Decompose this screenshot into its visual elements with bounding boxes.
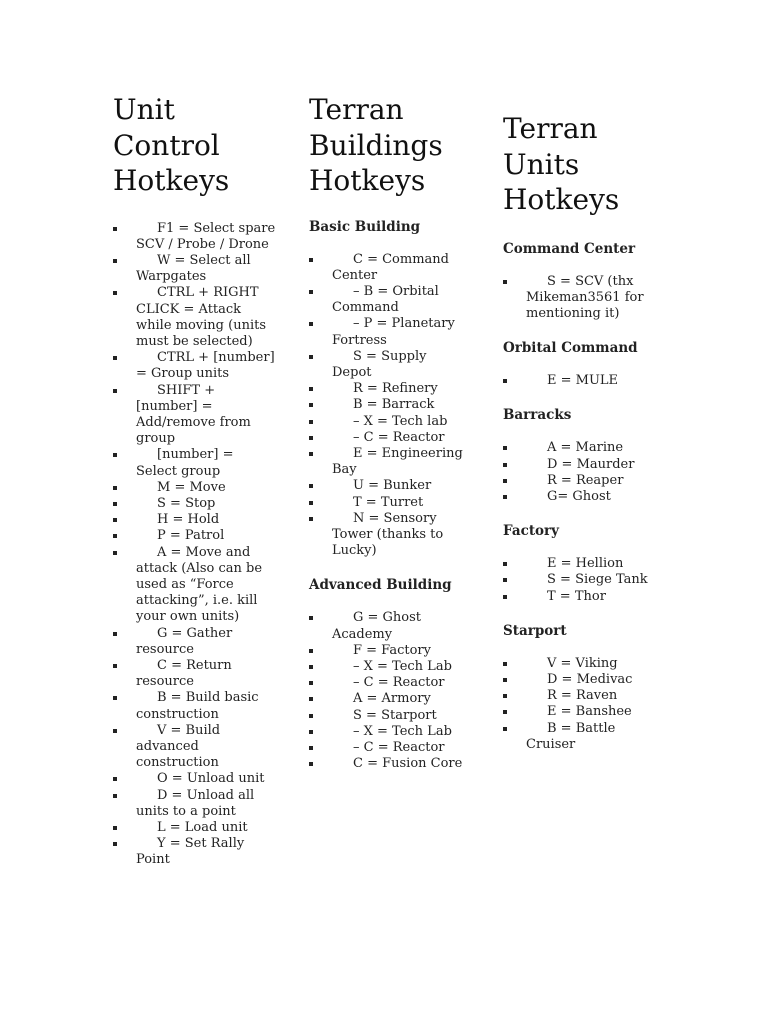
hotkey-text: B = Barrack (353, 397, 435, 413)
unit-control-title: Unit Control Hotkeys (113, 93, 230, 197)
hotkey-item (309, 691, 469, 707)
hotkey-item (113, 496, 278, 512)
hotkey-item (309, 478, 469, 494)
hotkey-text: A = Marine (547, 440, 624, 456)
bullet-icon (309, 501, 313, 505)
hotkey-text: CTRL + RIGHT CLICK = Attack while moving (units must be selected) (136, 285, 266, 349)
hotkey-text: C = Return resource (136, 657, 232, 690)
hotkey-text: S = Stop (157, 495, 216, 511)
starport-list (503, 656, 653, 753)
section-heading: Starport (503, 622, 567, 639)
hotkey-item (503, 489, 653, 505)
basic-building-list (309, 252, 469, 560)
bullet-icon (503, 280, 507, 284)
hotkey-item (113, 253, 278, 285)
hotkey-item (113, 221, 278, 253)
bullet-icon (503, 694, 507, 698)
hotkey-text: E = Engineering Bay (332, 445, 463, 478)
hotkey-item (309, 708, 469, 724)
terran-buildings-column (309, 0, 469, 772)
bullet-icon (503, 727, 507, 731)
hotkey-item (503, 688, 653, 704)
bullet-icon (503, 578, 507, 582)
hotkey-item (309, 659, 469, 675)
bullet-icon (309, 762, 313, 766)
hotkey-item (309, 284, 469, 316)
hotkey-item (113, 383, 278, 448)
hotkey-text: G = Gather resource (136, 625, 233, 657)
bullet-icon (309, 746, 313, 750)
hotkey-text: CTRL + [number] = Group units (136, 350, 275, 382)
hotkey-item (503, 274, 653, 323)
hotkey-item (309, 675, 469, 691)
hotkey-text: P = Patrol (157, 528, 225, 544)
hotkey-item (309, 381, 469, 397)
hotkey-text: G = Ghost Academy (332, 610, 422, 642)
hotkey-item (113, 512, 278, 528)
bullet-icon (113, 389, 117, 393)
bullet-icon (503, 446, 507, 450)
bullet-icon (113, 227, 117, 231)
hotkey-text: A = Move and attack (Also can be used as “Force attacking”, i.e. kill your own units) (136, 544, 263, 625)
hotkey-text: F = Factory (353, 642, 431, 658)
hotkey-text: R = Reaper (547, 472, 624, 488)
hotkey-item (113, 788, 278, 820)
unit-control-column (113, 0, 278, 869)
hotkey-item (113, 480, 278, 496)
hotkey-text: B = Battle Cruiser (526, 720, 616, 752)
hotkey-text: U = Bunker (353, 478, 432, 494)
hotkey-text: C = Command Center (332, 251, 449, 283)
hotkey-text: H = Hold (157, 512, 220, 528)
hotkey-item (113, 658, 278, 690)
bullet-icon (309, 355, 313, 359)
hotkey-text: M = Move (157, 479, 226, 495)
hotkey-text: – P = Planetary Fortress (332, 316, 455, 348)
bullet-icon (309, 436, 313, 440)
bullet-icon (113, 729, 117, 733)
hotkey-text: – X = Tech Lab (353, 658, 452, 674)
bullet-icon (113, 696, 117, 700)
starport-section (503, 623, 653, 753)
bullet-icon (113, 259, 117, 263)
bullet-icon (309, 403, 313, 407)
hotkey-item (113, 626, 278, 658)
hotkey-text: – C = Reactor (353, 429, 445, 445)
hotkey-item (503, 572, 653, 588)
hotkey-item (503, 672, 653, 688)
bullet-icon (503, 678, 507, 682)
factory-section (503, 523, 653, 605)
advanced-building-list (309, 610, 469, 772)
hotkey-item (309, 740, 469, 756)
hotkey-item (503, 721, 653, 753)
section-heading: Orbital Command (503, 340, 638, 357)
section-heading: Advanced Building (309, 577, 452, 594)
hotkey-text: D = Maurder (547, 456, 635, 472)
barracks-list (503, 440, 653, 505)
hotkey-text: – B = Orbital Command (332, 283, 439, 316)
bullet-icon (309, 517, 313, 521)
hotkey-item (503, 473, 653, 489)
terran-buildings-title: Terran Buildings Hotkeys (309, 93, 443, 197)
bullet-icon (309, 258, 313, 262)
hotkey-item (113, 820, 278, 836)
hotkey-text: D = Unload all units to a point (136, 787, 255, 819)
bullet-icon (113, 356, 117, 360)
hotkey-item (503, 704, 653, 720)
command-center-section (503, 241, 653, 323)
bullet-icon (113, 486, 117, 490)
bullet-icon (503, 463, 507, 467)
hotkey-item (503, 440, 653, 456)
hotkey-item (309, 397, 469, 413)
advanced-building-section (309, 577, 469, 772)
hotkey-text: SHIFT + [number] = Add/remove from group (136, 382, 251, 447)
terran-units-column (503, 0, 653, 753)
hotkey-text: – C = Reactor (353, 675, 445, 691)
bullet-icon (309, 665, 313, 669)
hotkey-text: L = Load unit (157, 820, 248, 836)
hotkey-item (113, 545, 278, 626)
hotkey-item (309, 756, 469, 772)
bullet-icon (503, 662, 507, 666)
hotkey-text: S = SCV (thx Mikeman3561 for mentioning it) (526, 273, 644, 321)
hotkey-text: – X = Tech Lab (353, 723, 452, 739)
terran-units-title: Terran Units Hotkeys (503, 112, 620, 216)
hotkey-item (503, 457, 653, 473)
hotkey-text: – X = Tech lab (353, 413, 448, 429)
hotkey-item (503, 656, 653, 672)
hotkey-item (309, 643, 469, 659)
hotkey-item (309, 430, 469, 446)
barracks-section (503, 407, 653, 505)
bullet-icon (113, 794, 117, 798)
hotkey-item (113, 690, 278, 722)
bullet-icon (309, 714, 313, 718)
hotkey-item (113, 447, 278, 479)
bullet-icon (309, 484, 313, 488)
bullet-icon (309, 290, 313, 294)
bullet-icon (113, 518, 117, 522)
bullet-icon (503, 710, 507, 714)
bullet-icon (503, 379, 507, 383)
hotkey-item (309, 349, 469, 381)
bullet-icon (309, 616, 313, 620)
hotkey-item (503, 556, 653, 572)
bullet-icon (309, 420, 313, 424)
hotkey-item (503, 589, 653, 605)
bullet-icon (503, 562, 507, 566)
hotkey-item (113, 723, 278, 772)
hotkey-text: R = Raven (547, 688, 618, 704)
bullet-icon (309, 322, 313, 326)
hotkey-text: O = Unload unit (157, 771, 265, 787)
hotkey-text: E = Hellion (547, 556, 624, 572)
hotkey-item (309, 724, 469, 740)
bullet-icon (113, 777, 117, 781)
bullet-icon (113, 632, 117, 636)
bullet-icon (309, 730, 313, 734)
bullet-icon (503, 495, 507, 499)
hotkey-item (309, 511, 469, 560)
hotkey-item (309, 414, 469, 430)
hotkey-text: C = Fusion Core (353, 756, 463, 772)
hotkey-item (113, 285, 278, 350)
section-heading: Barracks (503, 407, 572, 424)
hotkey-item (309, 316, 469, 348)
hotkey-text: E = MULE (547, 373, 619, 389)
unit-control-list (113, 221, 278, 869)
hotkey-text: S = Siege Tank (547, 572, 648, 588)
hotkey-item (309, 495, 469, 511)
bullet-icon (113, 551, 117, 555)
orbital-command-section (503, 340, 653, 389)
command-center-list (503, 274, 653, 323)
hotkey-item (503, 373, 653, 389)
hotkey-item (113, 528, 278, 544)
bullet-icon (113, 453, 117, 457)
hotkey-item (113, 836, 278, 868)
hotkey-text: S = Starport (353, 707, 437, 723)
bullet-icon (309, 697, 313, 701)
hotkey-text: Y = Set Rally Point (136, 836, 245, 868)
bullet-icon (113, 502, 117, 506)
hotkey-text: T = Turret (353, 494, 424, 510)
hotkey-text: F1 = Select spare SCV / Probe / Drone (136, 220, 276, 252)
hotkey-item (113, 771, 278, 787)
hotkey-item (309, 610, 469, 642)
hotkey-text: N = Sensory Tower (thanks to Lucky) (332, 510, 444, 559)
hotkey-text: V = Build advanced construction (136, 722, 221, 771)
hotkey-item (113, 350, 278, 382)
factory-list (503, 556, 653, 605)
section-heading: Basic Building (309, 218, 421, 235)
bullet-icon (309, 681, 313, 685)
bullet-icon (113, 842, 117, 846)
hotkey-text: D = Medivac (547, 671, 633, 687)
basic-building-section (309, 219, 469, 560)
hotkey-text: V = Viking (547, 655, 618, 671)
section-heading: Factory (503, 523, 560, 540)
bullet-icon (503, 479, 507, 483)
bullet-icon (309, 649, 313, 653)
hotkey-item (309, 446, 469, 478)
bullet-icon (113, 291, 117, 295)
hotkey-text: A = Armory (353, 691, 431, 707)
bullet-icon (113, 664, 117, 668)
section-heading: Command Center (503, 240, 636, 257)
hotkey-text: S = Supply Depot (332, 348, 427, 380)
hotkey-text: G= Ghost (547, 488, 611, 504)
bullet-icon (503, 595, 507, 599)
bullet-icon (113, 534, 117, 538)
bullet-icon (309, 452, 313, 456)
bullet-icon (113, 826, 117, 830)
hotkey-text: W = Select all Warpgates (136, 252, 251, 285)
hotkey-text: E = Banshee (547, 704, 632, 720)
bullet-icon (309, 387, 313, 391)
hotkey-text: B = Build basic construction (136, 690, 259, 722)
orbital-command-list (503, 373, 653, 389)
hotkey-text: T = Thor (547, 588, 606, 604)
hotkey-text: [number] = Select group (136, 447, 234, 479)
hotkey-item (309, 252, 469, 284)
hotkey-text: – C = Reactor (353, 739, 445, 755)
hotkey-text: R = Refinery (353, 381, 438, 397)
